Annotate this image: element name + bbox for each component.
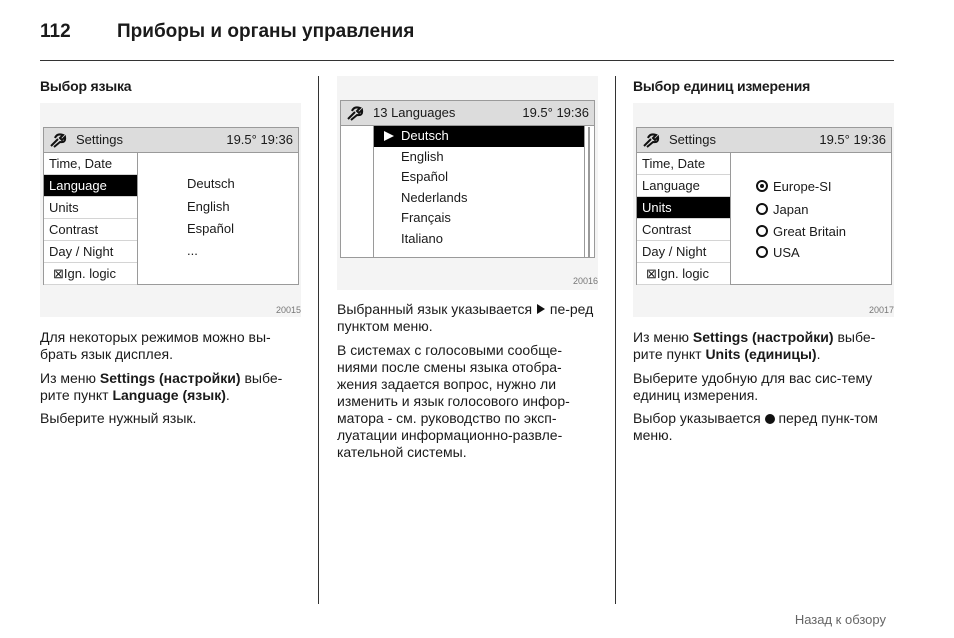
more-options[interactable]: ... [187, 243, 198, 258]
radio-selected-icon [756, 180, 768, 192]
language-option[interactable]: Español [187, 221, 234, 236]
wrench-icon [642, 132, 660, 148]
radio-icon [756, 246, 768, 258]
menu-item-language[interactable]: Language [637, 175, 730, 197]
display-screen [636, 127, 892, 285]
wrench-icon [49, 132, 67, 148]
settings-menu [44, 153, 138, 284]
header-rule [40, 60, 894, 61]
display-screen [43, 127, 299, 285]
menu-item-contrast[interactable]: Contrast [44, 219, 137, 241]
menu-item-day-night[interactable]: Day / Night [44, 241, 137, 263]
figure-number: 20015 [275, 305, 301, 315]
language-list [373, 126, 585, 257]
display-screen [340, 100, 595, 258]
figure-languages-list [337, 76, 598, 290]
figure-number: 20016 [572, 276, 598, 286]
checkbox-checked-icon: ⊠ [646, 266, 657, 281]
menu-item-time-date[interactable]: Time, Date [637, 153, 730, 175]
scrollbar[interactable] [588, 127, 590, 257]
wrench-icon [346, 105, 364, 121]
unit-option-europe-si[interactable]: Europe-SI [756, 179, 832, 194]
radio-icon [756, 203, 768, 215]
unit-option-great-britain[interactable]: Great Britain [756, 224, 846, 239]
paragraph: Выбранный язык указывается пе-ред пунктом меню. [337, 301, 594, 334]
status-readout: 19.5° 19:36 [819, 132, 886, 147]
paragraph: Выберите нужный язык. [40, 410, 197, 426]
figure-language [40, 103, 301, 317]
section-title-language: Выбор языка [40, 78, 132, 94]
unit-option-usa[interactable]: USA [756, 245, 800, 260]
menu-item-contrast[interactable]: Contrast [637, 219, 730, 241]
menu-item-units[interactable]: Units [44, 197, 137, 219]
status-readout: 19.5° 19:36 [226, 132, 293, 147]
paragraph: Выберите удобную для вас сис-тему единиц измерения. [633, 370, 873, 403]
language-item[interactable]: Italiano [401, 230, 443, 246]
paragraph: Из меню Settings (настройки) выбе-рите пункт Units (единицы). [633, 329, 876, 362]
paragraph: Выбор указывается перед пунк-том меню. [633, 410, 878, 443]
status-bar [44, 128, 298, 153]
status-bar [341, 101, 594, 126]
checkbox-checked-icon: ⊠ [53, 266, 64, 281]
unit-option-japan[interactable]: Japan [756, 202, 808, 217]
figure-number: 20017 [868, 305, 894, 315]
status-bar [637, 128, 891, 153]
paragraph: В системах с голосовыми сообще-ниями после смены языка отобра-жения задается вопрос, нужно ли изменить и язык голосового инфор-матора - см. руководство по эксп-луатации информационно-развле-кательной системы. [337, 342, 570, 460]
menu-item-time-date[interactable]: Time, Date [44, 153, 137, 175]
bullet-dot-icon [765, 414, 775, 424]
language-item[interactable]: Español [401, 169, 448, 184]
settings-menu [637, 153, 731, 284]
menu-item-ign-logic[interactable]: ⊠Ign. logic [44, 263, 137, 285]
figure-units [633, 103, 894, 317]
radio-icon [756, 225, 768, 237]
page-number: 112 [40, 21, 71, 42]
column-divider-2 [615, 76, 616, 604]
menu-item-ign-logic[interactable]: ⊠Ign. logic [637, 263, 730, 285]
language-option[interactable]: Deutsch [187, 176, 235, 191]
paragraph: Из меню Settings (настройки) выбе-рите пункт Language (язык). [40, 370, 283, 403]
selected-arrow-icon [537, 304, 545, 314]
menu-item-units[interactable]: Units [637, 197, 730, 219]
languages-title: 13 Languages [373, 105, 456, 120]
menu-item-day-night[interactable]: Day / Night [637, 241, 730, 263]
paragraph: Для некоторых режимов можно вы-брать язык дисплея. [40, 329, 271, 362]
section-title-units: Выбор единиц измерения [633, 78, 811, 94]
language-item[interactable]: Nederlands [401, 189, 468, 205]
language-item[interactable]: English [401, 148, 444, 164]
language-item-selected[interactable]: Deutsch [374, 126, 584, 147]
language-option[interactable]: English [187, 199, 230, 214]
settings-title: Settings [76, 132, 123, 147]
settings-title: Settings [669, 132, 716, 147]
back-to-overview-link[interactable]: Назад к обзору [794, 612, 886, 627]
language-item[interactable]: Français [401, 210, 451, 225]
page-title: Приборы и органы управления [117, 21, 415, 42]
column-divider-1 [318, 76, 319, 604]
menu-item-language[interactable]: Language [44, 175, 137, 197]
status-readout: 19.5° 19:36 [522, 105, 589, 120]
